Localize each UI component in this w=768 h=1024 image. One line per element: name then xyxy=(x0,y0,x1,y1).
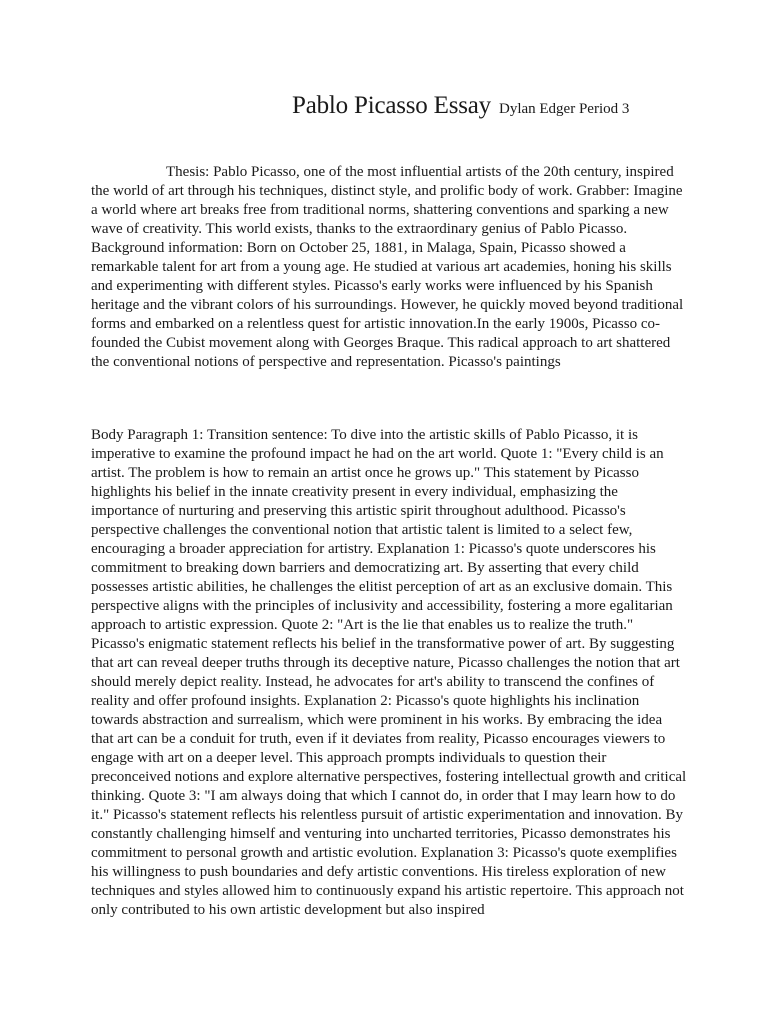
thesis-paragraph: Thesis: Pablo Picasso, one of the most influential artists of the 20th century, inspired the world of art through his techniques, distinct style, and prolific body of work. Grabber: Imagine a world where art breaks free from traditional norms, shattering conventions and sparking a new wave of creativity. This world exists, thanks to the extraordinary genius of Pablo Picasso. Background information: Born on October 25, 1881, in Malaga, Spain, Picasso showed a remarkable talent for art from a young age. He studied at various art academies, honing his skills and experimenting with different styles. Picasso's early works were influenced by his Spanish heritage and the vibrant colors of his surroundings. However, he quickly moved beyond traditional forms and embarked on a relentless quest for artistic innovation.In the early 1900s, Picasso co-founded the Cubist movement along with Georges Braque. This radical approach to art shattered the conventional notions of perspective and representation. Picasso's paintings xyxy=(91,164,684,370)
body-paragraph-1: Body Paragraph 1: Transition sentence: To dive into the artistic skills of Pablo Picasso, it is imperative to examine the profound impact he had on the art world. Quote 1: "Every child is an artist. The problem is how to remain an artist once he grows up." This statement by Picasso highlights his belief in the innate creativity present in every individual, emphasizing the importance of nurturing and preserving this artistic spirit throughout adulthood. Picasso's perspective challenges the conventional notion that artistic talent is limited to a select few, encouraging a broader appreciation for artistry. Explanation 1: Picasso's quote underscores his commitment to breaking down barriers and democratizing art. By asserting that every child possesses artistic abilities, he challenges the elitist perception of art as an exclusive domain. This perspective aligns with the principles of inclusivity and accessibility, fostering a more egalitarian approach to artistic expression. Quote 2: "Art is the lie that enables us to realize the truth." Picasso's enigmatic statement reflects his belief in the transformative power of art. By suggesting that art can reveal deeper truths through its deceptive nature, Picasso challenges the notion that art should merely depict reality. Instead, he advocates for art's ability to transcend the confines of reality and offer profound insights. Explanation 2: Picasso's quote highlights his inclination towards abstraction and surrealism, which were prominent in his works. By embracing the idea that art can be a conduit for truth, even if it deviates from reality, Picasso encourages viewers to engage with art on a deeper level. This approach prompts individuals to question their preconceived notions and explore alternative perspectives, fostering intellectual growth and critical thinking. Quote 3: "I am always doing that which I cannot do, in order that I may learn how to do it." Picasso's statement reflects his relentless pursuit of artistic experimentation and innovation. By constantly challenging himself and venturing into uncharted territories, Picasso demonstrates his commitment to personal growth and artistic evolution. Explanation 3: Picasso's quote exemplifies his willingness to push boundaries and defy artistic conventions. His tireless exploration of new techniques and styles allowed him to continuously expand his artistic repertoire. This approach not only contributed to his own artistic development but also inspired xyxy=(91,427,687,918)
title-row xyxy=(292,92,629,120)
essay-title: Pablo Picasso Essay xyxy=(292,92,491,119)
author-byline: Dylan Edger Period 3 xyxy=(498,101,630,117)
